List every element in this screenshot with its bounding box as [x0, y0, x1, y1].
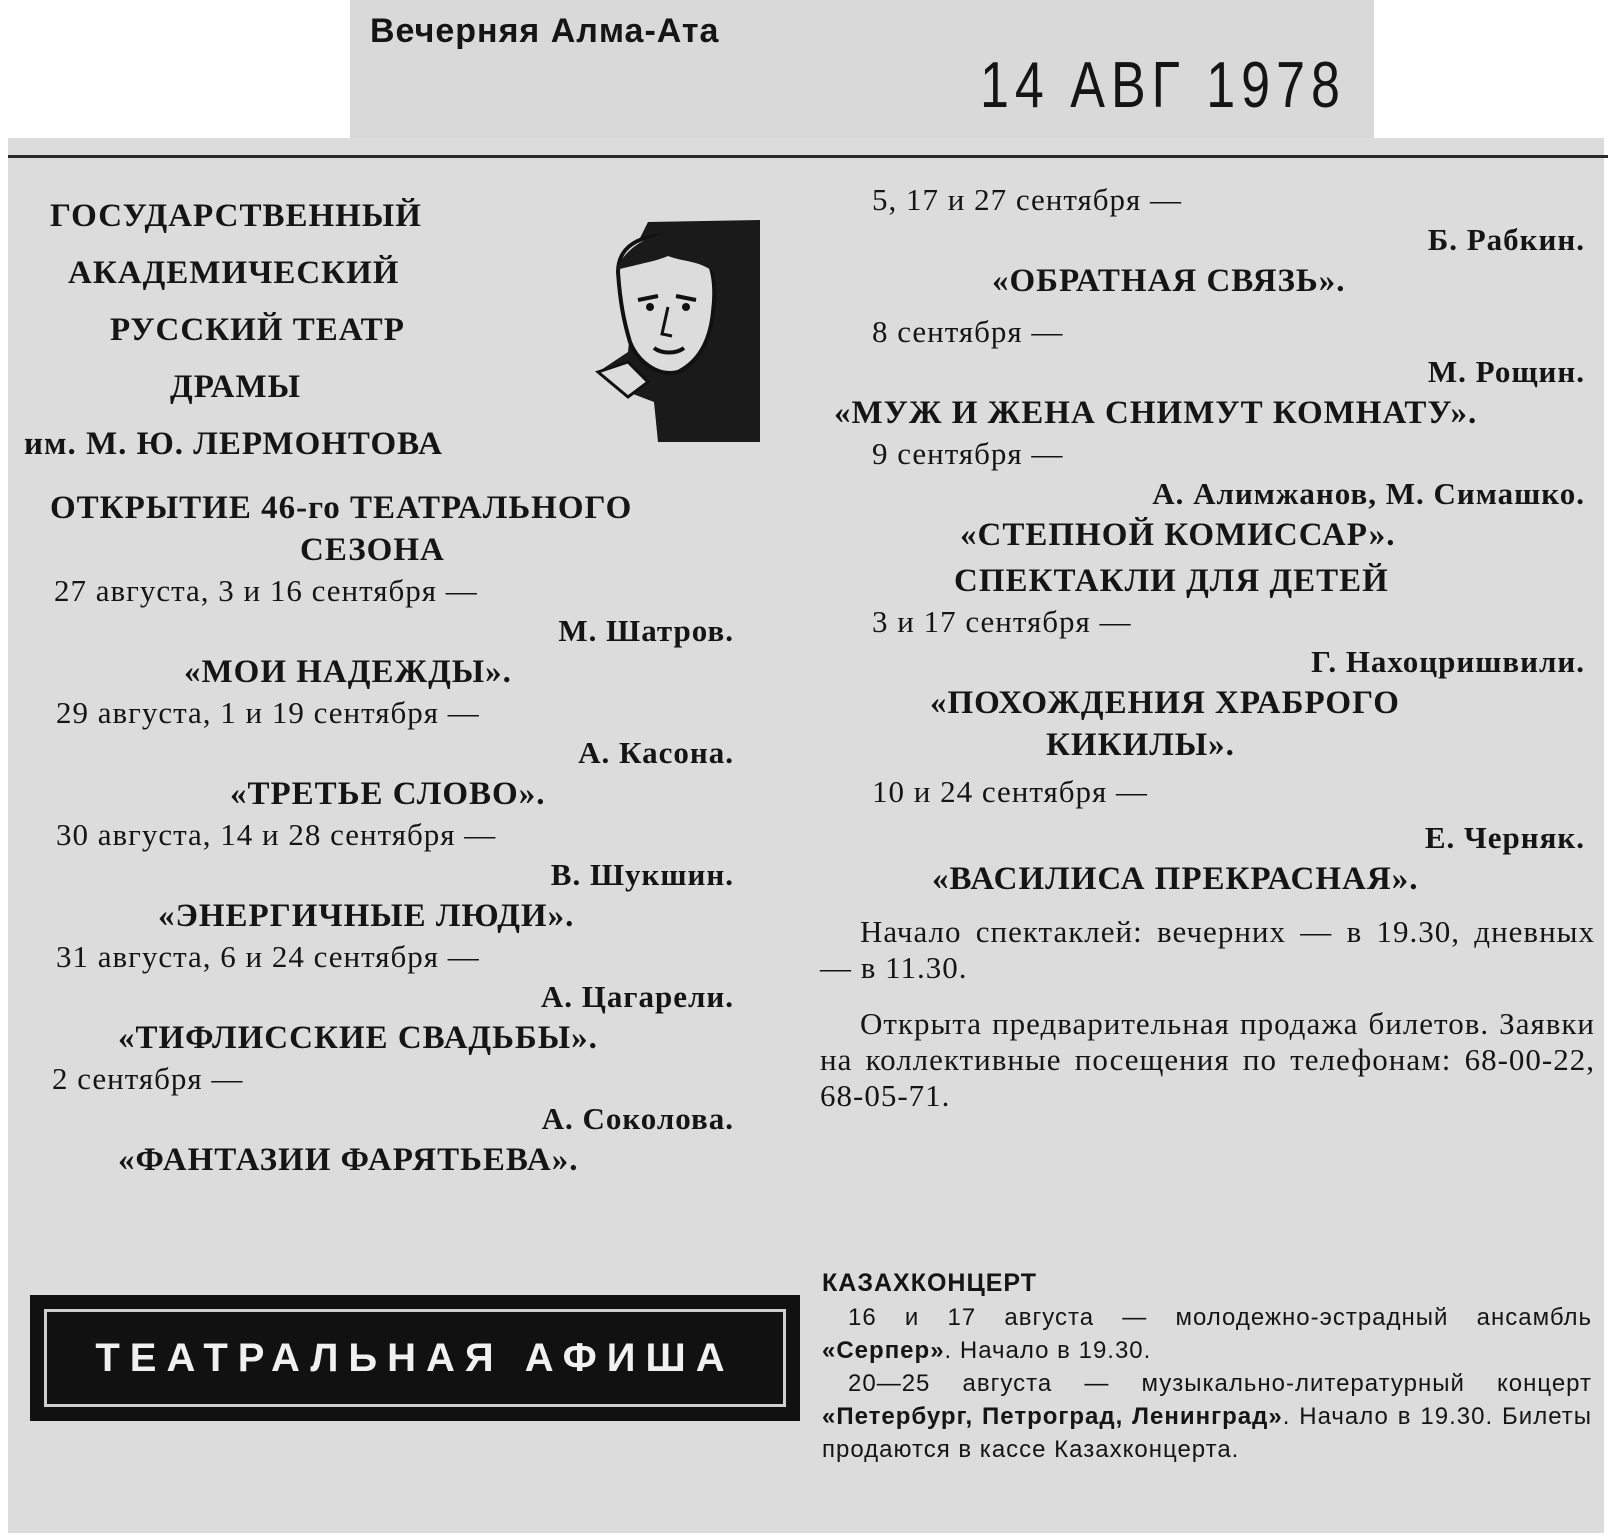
- kazconcert-item-text: 16 и 17 августа — молодежно-эстрадный ансамбль: [848, 1304, 1592, 1331]
- kazconcert-item: [822, 1301, 1592, 1367]
- play-author: М. Шатров.: [558, 613, 734, 648]
- ensemble-name: «Серпер»: [822, 1337, 945, 1364]
- kazconcert-item: [822, 1367, 1592, 1466]
- play-title: «ПОХОЖДЕНИЯ ХРАБРОГО: [930, 685, 1400, 721]
- play-title: «ТРЕТЬЕ СЛОВО».: [230, 776, 546, 812]
- play-title: «ВАСИЛИСА ПРЕКРАСНАЯ».: [932, 861, 1419, 897]
- play-title: «ЭНЕРГИЧНЫЕ ЛЮДИ».: [158, 898, 575, 934]
- kazconcert-section: [822, 1265, 1592, 1466]
- theatre-poster-banner: [30, 1295, 800, 1421]
- play-dates: 2 сентября —: [52, 1061, 244, 1096]
- play-author: В. Шукшин.: [550, 857, 734, 892]
- play-author: А. Цагарели.: [540, 979, 734, 1014]
- play-entry: [820, 434, 1595, 556]
- play-title: «ОБРАТНАЯ СВЯЗЬ».: [992, 263, 1346, 299]
- heading-line: ГОСУДАРСТВЕННЫЙ: [50, 198, 422, 234]
- play-dates: 27 августа, 3 и 16 сентября —: [54, 573, 478, 608]
- play-entry: [820, 312, 1595, 434]
- play-dates: 9 сентября —: [872, 436, 1064, 471]
- play-entry: [820, 180, 1595, 302]
- play-title: «МОИ НАДЕЖДЫ».: [184, 654, 512, 690]
- heading-line: РУССКИЙ ТЕАТР: [110, 312, 405, 348]
- concert-name: «Петербург, Петроград, Ленинград»: [822, 1403, 1283, 1430]
- heading-line: АКАДЕМИЧЕСКИЙ: [68, 255, 400, 291]
- play-title: «ТИФЛИССКИЕ СВАДЬБЫ».: [118, 1020, 598, 1056]
- play-dates: 29 августа, 1 и 19 сентября —: [56, 695, 480, 730]
- play-entry: [24, 815, 764, 937]
- play-author: Г. Нахоцришвили.: [1311, 644, 1585, 679]
- season-title: СЕЗОНА: [300, 532, 445, 568]
- play-author: А. Соколова.: [541, 1101, 734, 1136]
- play-title: «МУЖ И ЖЕНА СНИМУТ КОМНАТУ».: [834, 395, 1478, 431]
- kazconcert-title: КАЗАХКОНЦЕРТ: [822, 1269, 1038, 1297]
- kazconcert-item-text: . Начало в 19.30. Билеты продаются в кассе Казахконцерта.: [822, 1403, 1592, 1463]
- kazconcert-item-text: . Начало в 19.30.: [944, 1337, 1152, 1364]
- play-dates: 31 августа, 6 и 24 сентября —: [56, 939, 480, 974]
- play-title: «СТЕПНОЙ КОМИССАР».: [960, 517, 1396, 553]
- start-times-text: Начало спектаклей: вечерних — в 19.30, дневных — в 11.30.: [820, 914, 1595, 985]
- season-title: ОТКРЫТИЕ 46-го ТЕАТРАЛЬНОГО: [50, 490, 633, 526]
- play-dates: 8 сентября —: [872, 314, 1064, 349]
- play-author: А. Алимжанов, М. Симашко.: [1152, 476, 1585, 511]
- right-column: [820, 180, 1595, 1114]
- play-title: «ФАНТАЗИИ ФАРЯТЬЕВА».: [118, 1142, 579, 1178]
- play-entry: [24, 1059, 764, 1181]
- top-rule: [8, 155, 1608, 158]
- children-section-title: СПЕКТАКЛИ ДЛЯ ДЕТЕЙ: [954, 563, 1389, 599]
- lermontov-portrait-icon: [588, 212, 760, 442]
- play-entry: [820, 772, 1595, 900]
- play-entry: [820, 602, 1595, 766]
- date-stamp: 14 АВГ 1978: [980, 49, 1346, 122]
- play-title: КИКИЛЫ».: [1046, 727, 1235, 763]
- heading-line: ДРАМЫ: [170, 369, 302, 405]
- play-entry: [24, 693, 764, 815]
- play-author: Б. Рабкин.: [1427, 222, 1585, 257]
- heading-line: им. М. Ю. ЛЕРМОНТОВА: [24, 426, 443, 462]
- play-author: М. Рощин.: [1427, 354, 1585, 389]
- play-dates: 10 и 24 сентября —: [872, 774, 1149, 809]
- play-author: А. Касона.: [578, 735, 734, 770]
- play-dates: 30 августа, 14 и 28 сентября —: [56, 817, 497, 852]
- play-dates: 5, 17 и 27 сентября —: [872, 182, 1183, 217]
- newspaper-stamp: Вечерняя Алма-Ата: [370, 12, 720, 50]
- play-entry: [24, 571, 764, 693]
- play-entry: [24, 937, 764, 1059]
- play-dates: 3 и 17 сентября —: [872, 604, 1132, 639]
- banner-frame: [44, 1309, 786, 1407]
- kazconcert-item-text: 20—25 августа — музыкально-литературный концерт: [848, 1370, 1592, 1397]
- banner-title: ТЕАТРАЛЬНАЯ АФИША: [95, 1335, 735, 1380]
- play-author: Е. Черняк.: [1424, 820, 1585, 855]
- ticket-sales-text: Открыта предварительная продажа билетов. Заявки на коллективные посещения по телефонам: 68-00-22, 68-05-71.: [820, 1006, 1595, 1113]
